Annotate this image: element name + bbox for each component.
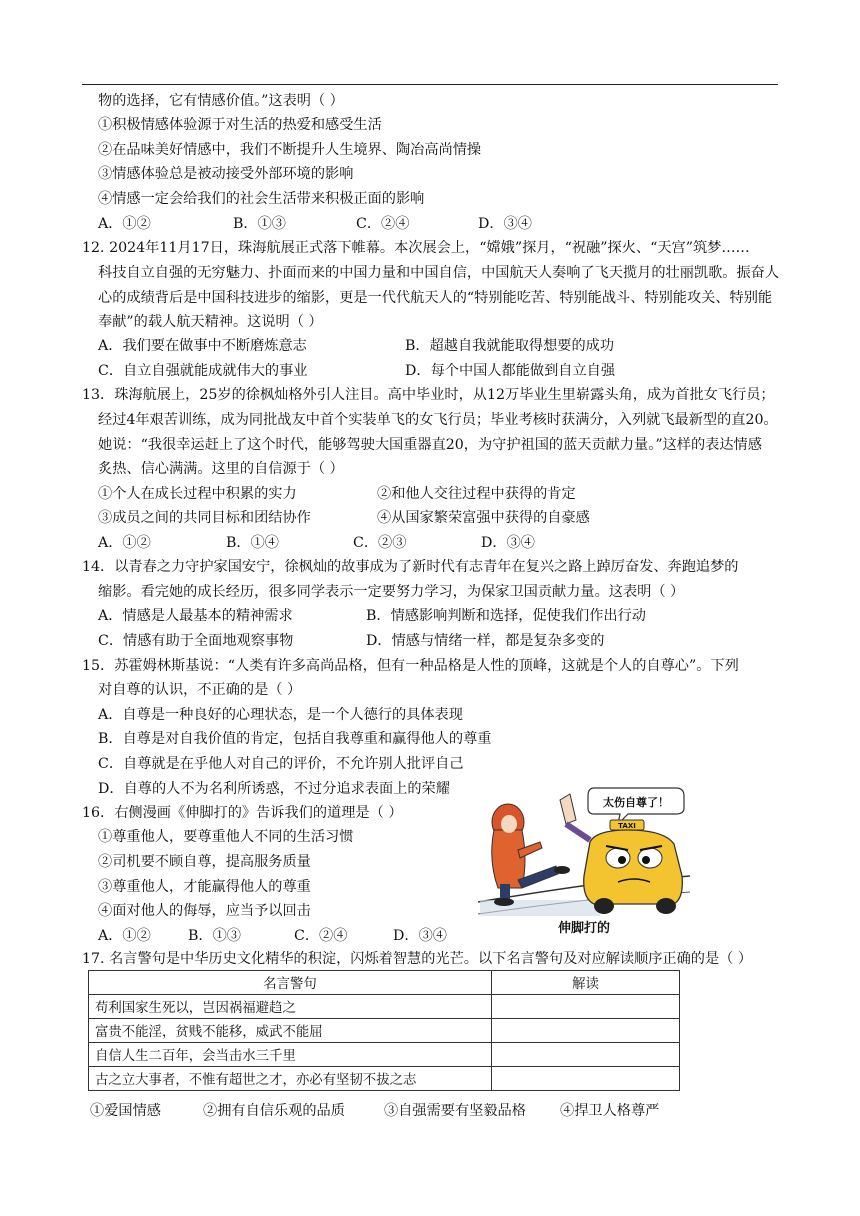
q11-statement: ④情感一定会给我们的社会生活带来积极正面的影响 bbox=[98, 191, 425, 207]
q13-statement: ①个人在成长过程中积累的实力 bbox=[98, 486, 297, 502]
q13-stem: 经过4年艰苦训练，成为同批战友中首个实装单飞的女飞行员；毕业考核时获满分，入列就飞最新型的直20。 bbox=[98, 412, 778, 428]
interpretation-cell[interactable] bbox=[492, 1067, 680, 1091]
q12-option-b[interactable]: B．超越自我就能取得想要的成功 bbox=[405, 338, 615, 354]
q17-interpretation: ④捍卫人格尊严 bbox=[560, 1103, 660, 1119]
q13-stem: 炙热、信心满满。这里的自信源于（ ） bbox=[98, 461, 344, 477]
q14-stem: 缩影。看完她的成长经历，很多同学表示一定要努力学习，为保家卫国贡献力量。这表明（ ） bbox=[98, 584, 685, 600]
q12-stem: 科技自立自强的无穷魅力、扑面而来的中国力量和中国自信，中国航天人奏响了飞天揽月的壮丽凯歌。振奋人 bbox=[98, 265, 780, 281]
q12-stem: 心的成绩背后是中国科技进步的缩影，更是一代代航天人的“特别能吃苦、特别能战斗、特别能攻关、特别能 bbox=[98, 290, 773, 306]
q16-statement: ③尊重他人，才能赢得他人的尊重 bbox=[98, 879, 311, 895]
speech-bubble-text: 太伤自尊了！ bbox=[603, 796, 669, 809]
quote-cell: 富贵不能淫，贫贱不能移，威武不能屈 bbox=[89, 1019, 492, 1043]
q13-statement: ②和他人交往过程中获得的肯定 bbox=[377, 486, 576, 502]
q12-stem: 奉献”的载人航天精神。这说明（ ） bbox=[98, 314, 323, 330]
q13-stem: 她说：“我很幸运赶上了这个时代，能够驾驶大国重器直20，为守护祖国的蓝天贡献力量。”这样的表达情感 bbox=[98, 437, 762, 453]
q16-option-b[interactable]: B．①③ bbox=[188, 928, 241, 944]
q12-option-a[interactable]: A．我们要在做事中不断磨炼意志 bbox=[98, 338, 307, 354]
interpretation-cell[interactable] bbox=[492, 1043, 680, 1067]
table-row bbox=[89, 995, 680, 1019]
q11-statement: ①积极情感体验源于对生活的热爱和感受生活 bbox=[98, 117, 382, 133]
q16-statement: ④面对他人的侮辱，应当予以回击 bbox=[98, 903, 311, 919]
q16-option-c[interactable]: C．②④ bbox=[294, 928, 348, 944]
taxi-sign-text: TAXI bbox=[618, 822, 636, 830]
q16-option-a[interactable]: A．①② bbox=[98, 928, 151, 944]
q15-option-a[interactable]: A．自尊是一种良好的心理状态，是一个人德行的具体表现 bbox=[98, 707, 463, 723]
q17-interpretation: ①爱国情感 bbox=[90, 1103, 161, 1119]
q12-option-c[interactable]: C．自立自强就能成就伟大的事业 bbox=[98, 363, 308, 379]
q16-stem: 16．右侧漫画《伸脚打的》告诉我们的道理是（ ） bbox=[82, 805, 403, 821]
cartoon-caption: 伸脚打的 bbox=[557, 921, 611, 936]
interpretation-cell[interactable] bbox=[492, 995, 680, 1019]
q14-option-a[interactable]: A．情感是人最基本的精神需求 bbox=[98, 608, 293, 624]
q17-interpretation: ②拥有自信乐观的品质 bbox=[203, 1103, 345, 1119]
q16-statement: ①尊重他人，要尊重他人不同的生活习惯 bbox=[98, 829, 354, 845]
table-header-quote: 名言警句 bbox=[89, 971, 492, 995]
q11-option-a[interactable]: A．①② bbox=[98, 216, 151, 232]
quote-cell: 古之立大事者，不惟有超世之才，亦必有坚韧不拔之志 bbox=[89, 1067, 492, 1091]
q17-stem: 17. 名言警句是中华历史文化精华的积淀，闪烁着智慧的光芒。以下名言警句及对应解读顺序正确的是（ ） bbox=[82, 951, 753, 967]
q15-option-b[interactable]: B．自尊是对自我价值的肯定，包括自我尊重和赢得他人的尊重 bbox=[98, 731, 492, 747]
q16-statement: ②司机要不顾自尊，提高服务质量 bbox=[98, 854, 311, 870]
q11-option-d[interactable]: D．③④ bbox=[478, 216, 532, 232]
table-row bbox=[89, 1043, 680, 1067]
q15-stem: 15．苏霍姆林斯基说：“人类有许多高尚品格，但有一种品格是人性的顶峰，这就是个人的自尊心”。下列 bbox=[82, 658, 739, 674]
q15-stem: 对自尊的认识，不正确的是（ ） bbox=[98, 682, 302, 698]
q13-statement: ④从国家繁荣富强中获得的自豪感 bbox=[377, 510, 590, 526]
q13-option-d[interactable]: D．③④ bbox=[481, 535, 535, 551]
table-row bbox=[89, 1067, 680, 1091]
q11-statement: ②在品味美好情感中，我们不断提升人生境界、陶冶高尚情操 bbox=[98, 142, 482, 158]
q11-stem-continuation: 物的选择，它有情感价值。”这表明（ ） bbox=[98, 93, 344, 109]
q12-stem: 12. 2024年11月17日，珠海航展正式落下帷幕。本次展会上，“嫦娥”探月，“祝融”探火、“天宫”筑梦…… bbox=[82, 240, 750, 256]
q13-option-b[interactable]: B．①④ bbox=[226, 535, 279, 551]
q13-stem: 13．珠海航展上，25岁的徐枫灿格外引人注目。高中毕业时，从12万毕业生里崭露头角，成为首批女飞行员； bbox=[82, 387, 775, 403]
header-rule bbox=[82, 84, 778, 85]
q12-option-d[interactable]: D．每个中国人都能做到自立自强 bbox=[405, 363, 616, 379]
taxi-cartoon-image bbox=[478, 780, 690, 936]
table-header-interpretation: 解读 bbox=[492, 971, 680, 995]
q14-option-d[interactable]: D．情感与情绪一样，都是复杂多变的 bbox=[366, 633, 605, 649]
table-row bbox=[89, 1019, 680, 1043]
q17-interpretation: ③自强需要有坚毅品格 bbox=[384, 1103, 526, 1119]
q16-option-d[interactable]: D．③④ bbox=[393, 928, 447, 944]
q15-option-d[interactable]: D．自尊的人不为名利所诱惑，不过分追求表面上的荣耀 bbox=[98, 781, 450, 797]
q14-option-c[interactable]: C．情感有助于全面地观察事物 bbox=[98, 633, 294, 649]
quotes-table bbox=[88, 970, 680, 1091]
interpretation-cell[interactable] bbox=[492, 1019, 680, 1043]
q14-stem: 14．以青春之力守护家国安宁，徐枫灿的故事成为了新时代有志青年在复兴之路上踔厉奋发、奔跑追梦的 bbox=[82, 559, 739, 575]
quote-cell: 自信人生二百年，会当击水三千里 bbox=[89, 1043, 492, 1067]
q15-option-c[interactable]: C．自尊就是在乎他人对自己的评价，不允许别人批评自己 bbox=[98, 756, 464, 772]
q13-option-a[interactable]: A．①② bbox=[98, 535, 151, 551]
q13-statement: ③成员之间的共同目标和团结协作 bbox=[98, 510, 311, 526]
q14-option-b[interactable]: B．情感影响判断和选择，促使我们作出行动 bbox=[366, 608, 646, 624]
quote-cell: 苟利国家生死以，岂因祸福避趋之 bbox=[89, 995, 492, 1019]
q11-option-c[interactable]: C．②④ bbox=[356, 216, 410, 232]
q11-statement: ③情感体验总是被动接受外部环境的影响 bbox=[98, 166, 354, 182]
q11-option-b[interactable]: B．①③ bbox=[233, 216, 286, 232]
q13-option-c[interactable]: C．②③ bbox=[353, 535, 407, 551]
